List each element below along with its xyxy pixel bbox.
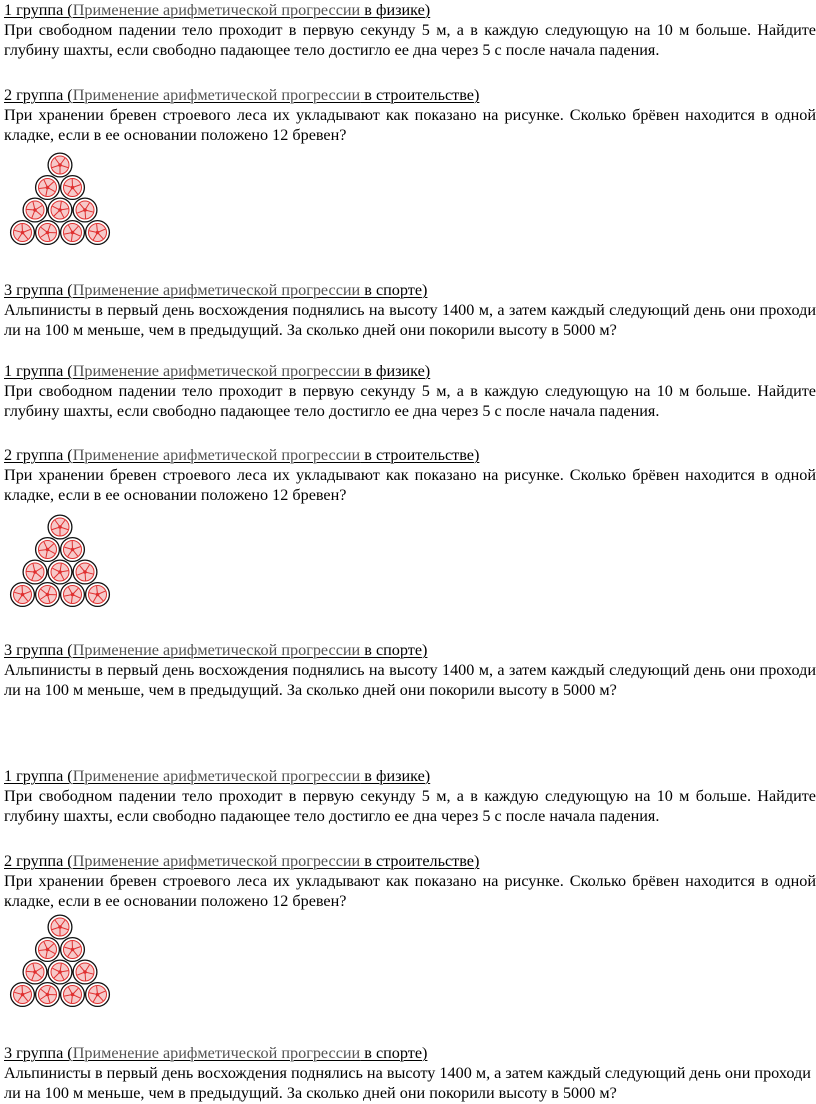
group-3-block: [4, 1043, 816, 1103]
group-2-block: [4, 851, 816, 911]
log-end-icon: [61, 983, 85, 1007]
log-end-icon: [23, 198, 47, 222]
log-pile-drawing: [8, 914, 112, 1010]
log-end-icon: [61, 583, 85, 607]
group-1-block: [4, 766, 816, 826]
log-end-icon: [11, 983, 35, 1007]
group-3-heading: 3 группа (Применение арифметической прогрессии в спорте): [4, 1044, 428, 1062]
log-end-icon: [36, 938, 60, 962]
log-pile-drawing: [8, 514, 112, 610]
log-end-icon: [23, 560, 47, 584]
group-1-task-text: При свободном падении тело проходит в первую секунду 5 м, а в каждую следующую на 10 м больше. Найдите глубину шахты, если свободно падающее тело достигло ее дна через 5 с после начала падения.: [4, 382, 816, 420]
log-pile-figure: [8, 152, 112, 248]
log-end-icon: [61, 538, 85, 562]
group-2-task-text: При хранении бревен строевого леса их укладывают как показано на рисунке. Сколько брёвен находится в одной кладке, если в ее основании положено 12 бревен?: [4, 106, 816, 144]
log-pile-figure: [8, 514, 112, 610]
log-end-icon: [61, 221, 85, 245]
group-2-heading: 2 группа (Применение арифметической прогрессии в строительстве): [4, 446, 480, 464]
group-3-task-text: Альпинисты в первый день восхождения поднялись на высоту 1400 м, а затем каждый следующий день они проходи ли на 100 м меньше, чем в предыдущий. За сколько дней они покорили высоту в 5000 м?: [4, 1064, 811, 1102]
group-3-task-text: Альпинисты в первый день восхождения поднялись на высоту 1400 м, а затем каждый следующий день они проходи ли на 100 м меньше, чем в предыдущий. За сколько дней они покорили высоту в 5000 м?: [4, 661, 816, 699]
log-end-icon: [86, 221, 110, 245]
log-end-icon: [73, 960, 97, 984]
group-2-block: [4, 85, 816, 145]
log-end-icon: [73, 198, 97, 222]
log-end-icon: [61, 938, 85, 962]
log-end-icon: [48, 198, 72, 222]
group-2-heading: 2 группа (Применение арифметической прогрессии в строительстве): [4, 852, 480, 870]
log-end-icon: [36, 983, 60, 1007]
group-1-heading: 1 группа (Применение арифметической прогрессии в физике): [4, 362, 431, 380]
group-3-block: [4, 280, 816, 340]
group-2-task-text: При хранении бревен строевого леса их укладывают как показано на рисунке. Сколько брёвен находится в одной кладке, если в ее основании положено 12 бревен?: [4, 466, 816, 504]
log-end-icon: [36, 538, 60, 562]
log-end-icon: [48, 560, 72, 584]
group-3-heading: 3 группа (Применение арифметической прогрессии в спорте): [4, 641, 428, 659]
group-1-heading: 1 группа (Применение арифметической прогрессии в физике): [4, 1, 431, 19]
group-1-heading: 1 группа (Применение арифметической прогрессии в физике): [4, 767, 431, 785]
log-end-icon: [48, 915, 72, 939]
log-end-icon: [36, 176, 60, 200]
log-end-icon: [61, 176, 85, 200]
log-end-icon: [48, 960, 72, 984]
log-end-icon: [11, 221, 35, 245]
log-end-icon: [48, 515, 72, 539]
group-1-task-text: При свободном падении тело проходит в первую секунду 5 м, а в каждую следующую на 10 м больше. Найдите глубину шахты, если свободно падающее тело достигло ее дна через 5 с после начала падения.: [4, 787, 816, 825]
group-3-task-text: Альпинисты в первый день восхождения поднялись на высоту 1400 м, а затем каждый следующий день они проходи ли на 100 м меньше, чем в предыдущий. За сколько дней они покорили высоту в 5000 м?: [4, 301, 816, 339]
group-1-block: [4, 361, 816, 421]
log-end-icon: [23, 960, 47, 984]
group-1-block: [4, 0, 816, 60]
group-3-block: [4, 640, 816, 700]
log-end-icon: [36, 583, 60, 607]
log-end-icon: [86, 983, 110, 1007]
group-1-task-text: При свободном падении тело проходит в первую секунду 5 м, а в каждую следующую на 10 м больше. Найдите глубину шахты, если свободно падающее тело достигло ее дна через 5 с после начала падения.: [4, 21, 816, 59]
group-3-heading: 3 группа (Применение арифметической прогрессии в спорте): [4, 281, 428, 299]
log-end-icon: [73, 560, 97, 584]
group-2-task-text: При хранении бревен строевого леса их укладывают как показано на рисунке. Сколько брёвен находится в одной кладке, если в ее основании положено 12 бревен?: [4, 872, 816, 910]
log-end-icon: [36, 221, 60, 245]
group-2-block: [4, 445, 816, 505]
log-end-icon: [48, 153, 72, 177]
log-pile-figure: [8, 914, 112, 1010]
group-2-heading: 2 группа (Применение арифметической прогрессии в строительстве): [4, 86, 480, 104]
log-pile-drawing: [8, 152, 112, 248]
log-end-icon: [86, 583, 110, 607]
log-end-icon: [11, 583, 35, 607]
